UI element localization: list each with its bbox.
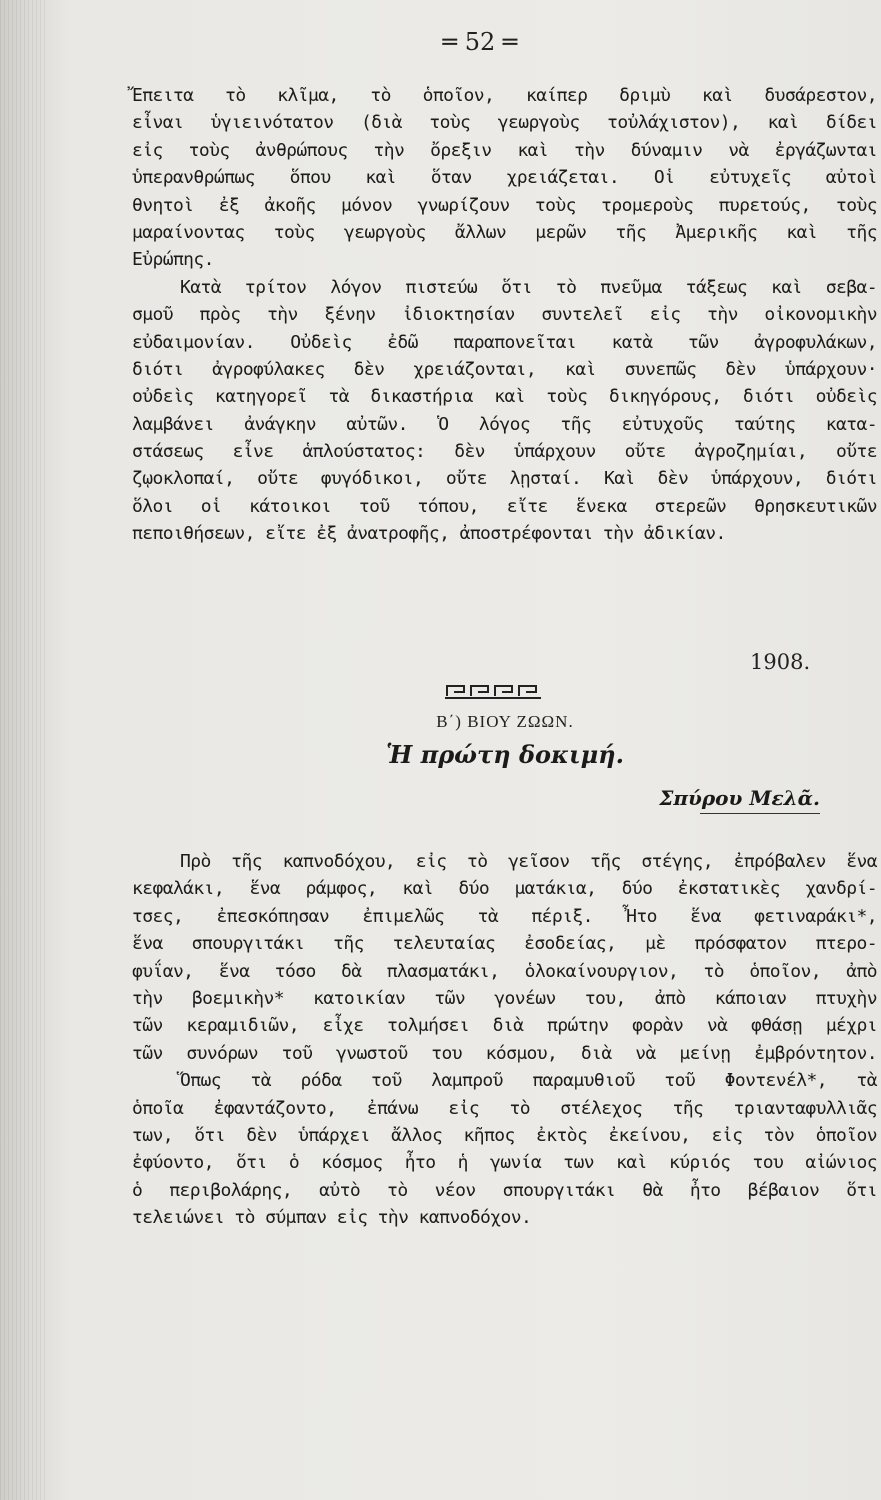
text-line: ἕνα σπουργιτάκι τῆς τελευταίας ἐσοδείας, μὲ πρόσφατον πτερο- [132,933,877,955]
story-title: Ἡ πρώτη δοκιμή. [386,740,624,769]
text-line: τῶν κεραμιδιῶν, εἶχε τολμήσει διὰ πρώτην φορὰν νὰ φθάσῃ μέχρι [132,1015,877,1037]
page-number: ═ 52 ═ [442,28,518,56]
text-line: τῶν συνόρων τοῦ γνωστοῦ του κόσμου, διὰ νὰ μείνῃ ἐμβρόντητον. [132,1042,877,1064]
text-line: Εὐρώπης. [132,249,214,271]
text-line: λαμβάνει ἀνάγκην αὐτῶν. Ὁ λόγος τῆς εὐτυχοῦς ταύτης κατα- [132,413,877,435]
text-line: μαραίνοντας τοὺς γεωργοὺς ἄλλων μερῶν τῆς Ἀμερικῆς καὶ τῆς [132,221,877,243]
essay-text [132,82,877,548]
text-line: φυΐαν, ἕνα τόσο δὰ πλασματάκι, ὁλοκαίνουργιον, τὸ ὁποῖον, ἀπὸ [132,960,877,982]
text-line: ὁποῖα ἐφαντάζοντο, ἐπάνω εἰς τὸ στέλεχος τῆς τριανταφυλλιᾶς [132,1097,877,1119]
story-text [132,848,877,1231]
author-underline [700,813,820,814]
text-line: θνητοὶ ἐξ ἀκοῆς μόνον γνωρίζουν τοὺς τρομεροὺς πυρετούς, τοὺς [132,194,877,216]
text-line: εἰς τοὺς ἀνθρώπους τὴν ὄρεξιν καὶ τὴν δύναμιν νὰ ἐργάζωνται [132,139,877,161]
author-name: Σπύρου Μελᾶ. [659,786,820,810]
text-line: ἐφύοντο, ὅτι ὁ κόσμος ἦτο ἡ γωνία των καὶ κύριός του αἰώνιος [132,1152,877,1174]
text-line: εἶναι ὑγιεινότατον (διὰ τοὺς γεωργοὺς τοὐλάχιστον), καὶ δίδει [132,112,877,134]
text-line: πεποιθήσεων, εἴτε ἐξ ἀνατροφῆς, ἀποστρέφονται τὴν ἀδικίαν. [132,523,726,545]
text-line: τσες, ἐπεσκόπησαν ἐπιμελῶς τὰ πέριξ. Ἦτο ἕνα φετιναράκι*, [132,905,877,927]
text-line: στάσεως εἶνε ἁπλούστατος: δὲν ὑπάρχουν οὔτε ἀγροζημίαι, οὔτε [132,441,877,463]
text-line: σμοῦ πρὸς τὴν ξένην ἰδιοκτησίαν συντελεῖ εἰς τὴν οἰκονομικὴν [132,304,877,326]
text-line: οὐδεὶς κατηγορεῖ τὰ δικαστήρια καὶ τοὺς δικηγόρους, διότι οὐδεὶς [132,386,877,408]
text-line: Κατὰ τρίτον λόγον πιστεύω ὅτι τὸ πνεῦμα τάξεως καὶ σεβα- [180,276,877,298]
text-line: ὅλοι οἱ κάτοικοι τοῦ τόπου, εἴτε ἕνεκα στερεῶν θρησκευτικῶν [132,495,877,517]
page-edge-shading [0,0,48,1500]
text-line: τελειώνει τὸ σύμπαν εἰς τὴν καπνοδόχον. [132,1207,532,1229]
text-line: των, ὅτι δὲν ὑπάρχει ἄλλος κῆπος ἐκτὸς ἐκείνου, εἰς τὸν ὁποῖον [132,1124,877,1146]
text-line: Ὅπως τὰ ρόδα τοῦ λαμπροῦ παραμυθιοῦ τοῦ Φοντενέλ*, τὰ [180,1070,877,1092]
text-line: Ἔπειτα τὸ κλῖμα, τὸ ὁποῖον, καίπερ δριμὺ καὶ δυσάρεστον, [132,85,877,106]
text-line: ζῳοκλοπαί, οὔτε φυγόδικοι, οὔτε λῃσταί. Καὶ δὲν ὑπάρχουν, διότι [132,468,877,490]
text-line: διότι ἀγροφύλακες δὲν χρειάζονται, καὶ συνεπῶς δὲν ὑπάρχουν· [132,358,877,380]
ornament-divider-icon [444,680,544,702]
date-signature: 1908. [750,650,811,674]
text-line: ὑπερανθρώπως ὅπου καὶ ὅταν χρειάζεται. Οἱ εὐτυχεῖς αὐτοὶ [132,167,877,189]
text-line: ὁ περιβολάρης, αὐτὸ τὸ νέον σπουργιτάκι θὰ ἦτο βέβαιον ὅτι [132,1179,877,1201]
text-line: κεφαλάκι, ἕνα ράμφος, καὶ δύο ματάκια, δύο ἐκστατικὲς χανδρί- [132,878,877,900]
text-line: τὴν βοεμικὴν* κατοικίαν τῶν γονέων του, ἀπὸ κάποιαν πτυχὴν [132,987,877,1009]
section-heading: Β΄) ΒΙΟΥ ΖΩΩΝ. [436,712,574,731]
text-line: Πρὸ τῆς καπνοδόχου, εἰς τὸ γεῖσον τῆς στέγης, ἐπρόβαλεν ἕνα [180,851,877,872]
text-line: εὐδαιμονίαν. Οὐδεὶς ἐδῶ παραπονεῖται κατὰ τῶν ἀγροφυλάκων, [132,331,877,353]
